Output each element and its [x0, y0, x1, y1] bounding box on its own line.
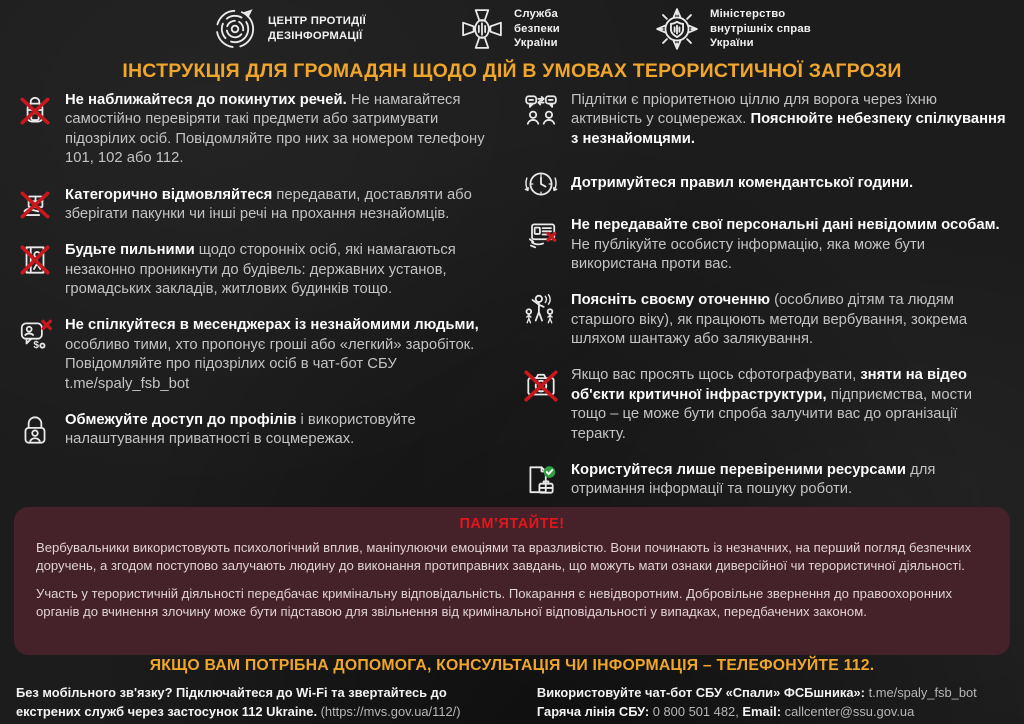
intruder-door-crossed-icon — [14, 241, 56, 299]
backpack-crossed-icon — [14, 91, 56, 169]
cpd-logo-icon — [213, 7, 257, 51]
chatbot-link: t.me/spaly_fsb_bot — [864, 685, 977, 700]
advice-item-teens-target: Підлітки є пріоритетною ціллю для ворога через їхню активність у соцмережах. Пояснюйте небезпеку спілкування з незнайомцями. — [520, 91, 1010, 149]
remember-box — [14, 507, 1010, 655]
mvs-logo-label: Міністерство внутрішніх справ України — [709, 8, 811, 50]
advice-columns — [14, 91, 1010, 517]
id-card-crossed-icon — [520, 216, 562, 274]
messenger-money-crossed-icon — [14, 316, 56, 394]
right-column — [520, 91, 1010, 517]
logo-mvs — [655, 7, 811, 51]
advice-item-intruders: Будьте пильними щодо сторонніх осіб, які намагаються незаконно проникнути до будівель: державних установ, громадських закладів, житлових будинків тощо. — [14, 241, 504, 299]
help-line: ЯКЩО ВАМ ПОТРІБНА ДОПОМОГА, КОНСУЛЬТАЦІЯ ЧИ ІНФОРМАЦІЯ – ТЕЛЕФОНУЙТЕ 112. — [149, 657, 875, 674]
remember-paragraph-2: Участь у терористичній діяльності передбачає кримінальну відповідальність. Покарання є невідворотним. Добровільне звернення до правоохоронних органів до вчинення злочину може бути підставою для звільнення від кримінальної відповідальності у випадках, передбачених законом. — [36, 585, 953, 619]
logo-cpd — [213, 7, 366, 51]
advice-item-messengers: $ Не спілкуйтеся в месенджерах із незнайомими людьми, особливо тими, хто пропонує гроші або «легкий» заробіток. Повідомляйте про підозрілих осіб в чат-бот СБУ t.me/spaly_fsb_bot — [14, 316, 504, 394]
email-link: callcenter@ssu.gov.ua — [781, 703, 915, 719]
cpd-logo-label: ЦЕНТР ПРОТИДІЇ ДЕЗІНФОРМАЦІЇ — [268, 15, 366, 42]
advice-item-profile-privacy: Обмежуйте доступ до профілів і використовуйте налаштування приватності в соцмережах. — [14, 411, 504, 450]
curfew-clock-icon — [520, 166, 562, 202]
package-hands-crossed-icon — [14, 186, 56, 225]
left-column — [14, 91, 504, 517]
footer-hotline-line: Гаряча лінія СБУ: 0 800 501 482, Email: callcenter@ssu.gov.ua — [536, 703, 915, 719]
advice-item-explain-recruitment: Поясніть своєму оточенню (особливо дітям та людям старшого віку), як працюють методи вербування, зокрема шляхом шантажу або залякування. — [520, 291, 1010, 349]
advice-item-refuse-packages: Категорично відмовляйтеся передавати, доставляти або зберігати пакунки чи інші речі на прохання незнайомців. — [14, 186, 504, 225]
logo-sbu — [461, 7, 560, 51]
footer — [16, 684, 1008, 721]
advice-item-abandoned-items: Не наближайтеся до покинутих речей. Не намагайтеся самостійно перевіряти такі предмети або затримувати підозрілих осіб. Повідомляйте про них за номером телефону 101, 102 або 112. — [14, 91, 504, 169]
mvs-badge-icon — [655, 7, 699, 51]
advice-item-no-filming: Якщо вас просять щось сфотографувати, зняти на відео об'єкти критичної інфраструктури, підприємства, мости тощо – це може бути спроба залучити вас до організації теракту. — [520, 366, 1010, 444]
footer-right — [537, 684, 1008, 721]
advice-item-verified-resources: Користуйтеся лише перевіреними ресурсами для отримання інформації та пошуку роботи. — [520, 461, 1010, 500]
profile-lock-icon — [14, 411, 56, 450]
advice-item-curfew: Дотримуйтеся правил комендантської години. — [520, 166, 1010, 202]
footer-left: Без мобільного зв'язку? Підключайтеся до Wi-Fi та звертайтесь до екстрених служб через застосунок 112 Ukraine. (https://mvs.gov.ua/112/) — [16, 685, 461, 719]
verified-resources-icon — [520, 461, 562, 500]
family-explain-icon — [520, 291, 562, 349]
camera-crossed-icon — [520, 366, 562, 444]
remember-title: ПАМ’ЯТАЙТЕ! — [459, 516, 565, 532]
svg-text:$: $ — [33, 340, 40, 352]
header — [0, 7, 1024, 51]
footer-chatbot-line: Використовуйте чат-бот СБУ «Спали» ФСБшника»: t.me/spaly_fsb_bot — [536, 685, 977, 700]
teens-social-icon — [520, 91, 562, 149]
sbu-logo-label: Служба безпеки України — [513, 8, 560, 50]
advice-item-personal-data: Не передавайте свої персональні дані невідомим особам. Не публікуйте особисту інформацію, яка може бути використана проти вас. — [520, 216, 1010, 274]
page-title: ІНСТРУКЦІЯ ДЛЯ ГРОМАДЯН ЩОДО ДІЙ В УМОВАХ ТЕРОРИСТИЧНОЇ ЗАГРОЗИ — [122, 60, 902, 82]
sbu-emblem-icon — [461, 8, 503, 50]
remember-paragraph-1: Вербувальники використовують психологічний вплив, маніпулюючи емоціями та вразливістю. Вони починають із незначних, на перший погляд безпечних доручень, а згодом поступово залучають людину до виконання протиправних завдань, що можуть мати ознаки диверсійної чи терористичної діяльності. — [36, 540, 972, 574]
